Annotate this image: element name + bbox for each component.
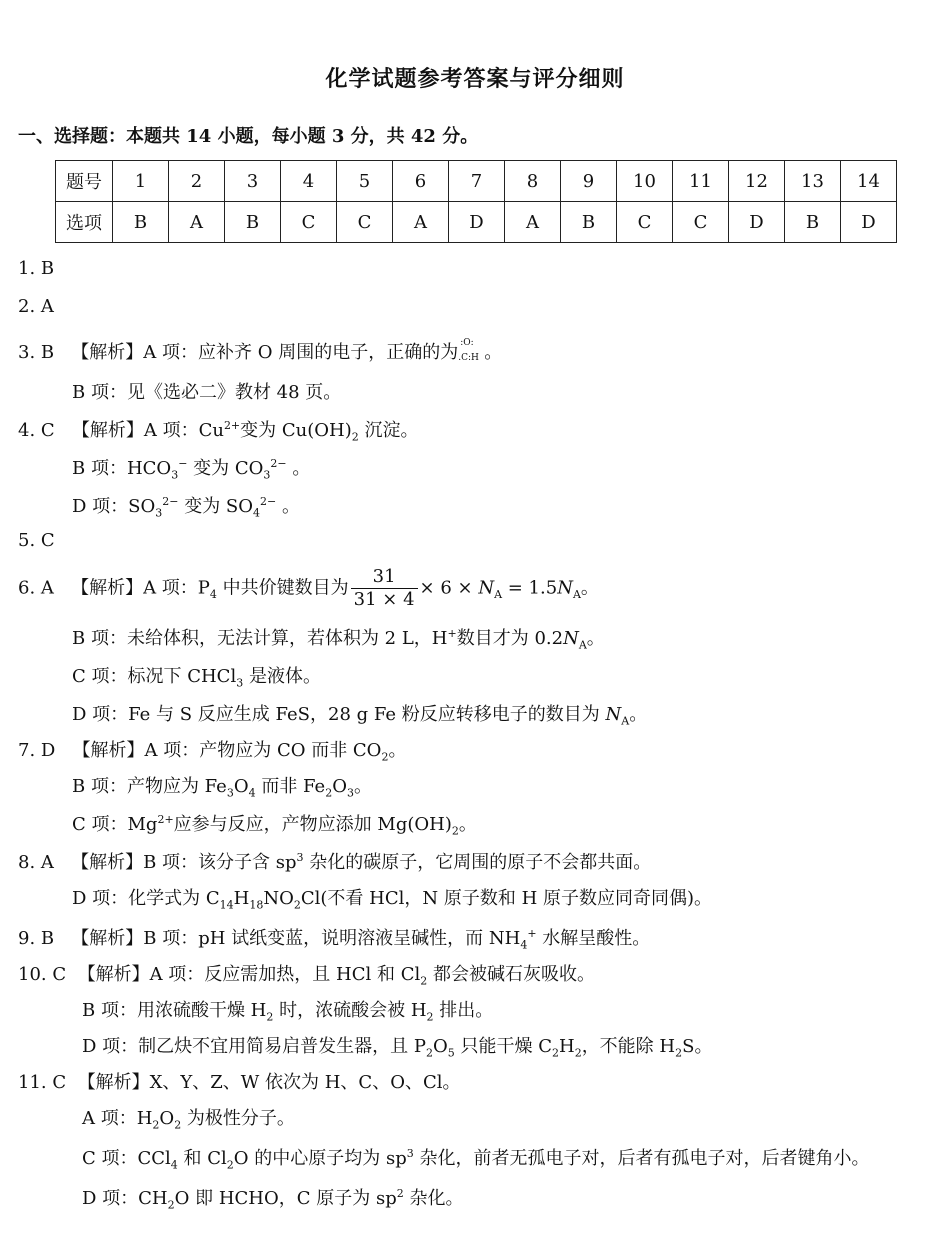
- text: 。: [388, 740, 407, 761]
- subscript: 3: [236, 676, 244, 690]
- text: 。: [286, 458, 311, 479]
- text: 都会被碱石灰吸收。: [427, 964, 595, 985]
- table-cell-answer: C: [281, 202, 337, 243]
- item-7-c: [72, 810, 477, 838]
- text: B 项：HCO: [72, 458, 172, 479]
- explanation-text: 【解析】A 项：应补齐 O 周围的电子，正确的为: [71, 342, 459, 363]
- subscript: 2: [266, 1010, 274, 1024]
- text: O: [433, 1036, 448, 1057]
- table-cell-answer: B: [785, 202, 841, 243]
- subscript: 2: [226, 1158, 234, 1172]
- table-cell-number: 14: [841, 161, 897, 202]
- text: 应参与反应，产物应添加 Mg(OH): [173, 814, 452, 835]
- item-number: 6. A: [18, 577, 54, 599]
- superscript: 2+: [157, 813, 174, 826]
- text: 。: [458, 814, 477, 835]
- text: H: [558, 1036, 575, 1057]
- text: O: [332, 776, 347, 797]
- table-cell-number: 9: [561, 161, 617, 202]
- table-cell-answer: D: [729, 202, 785, 243]
- subscript: 2: [152, 1118, 160, 1132]
- text: 杂化，前者无孤电子对，后者有孤电子对，后者键角小。: [413, 1148, 870, 1169]
- superscript: 2−: [260, 495, 277, 508]
- item-1: 1. B: [18, 258, 55, 279]
- text: 数目才为 0.2: [456, 628, 564, 649]
- text: 和 Cl: [177, 1148, 227, 1169]
- table-cell-answer: C: [673, 202, 729, 243]
- table-cell-answer: B: [225, 202, 281, 243]
- text: O: [159, 1108, 175, 1129]
- item-6-d: [72, 700, 647, 728]
- subscript: 4: [170, 1158, 178, 1172]
- table-cell-answer: C: [337, 202, 393, 243]
- item-5: 5. C: [18, 530, 55, 551]
- text: 杂化的碳原子，它周围的原子不会都共面。: [303, 852, 652, 873]
- item-11-a: [82, 1104, 295, 1132]
- subscript: 2: [675, 1046, 683, 1060]
- table-header-number: 题号: [56, 161, 113, 202]
- text: 变为 CO: [187, 458, 264, 479]
- superscript: −: [178, 457, 188, 470]
- fraction-denominator: 31 × 4: [353, 589, 415, 610]
- text: C 项：Mg: [72, 814, 158, 835]
- fraction: [351, 566, 418, 611]
- subscript: 2: [426, 1010, 434, 1024]
- subscript: 2: [351, 430, 359, 444]
- table-cell-number: 4: [281, 161, 337, 202]
- item-4-d: [72, 492, 300, 520]
- item-number: 8. A: [18, 852, 54, 873]
- text: 为极性分子。: [181, 1108, 295, 1129]
- avogadro-symbol: N: [563, 628, 579, 649]
- table-cell-answer: D: [449, 202, 505, 243]
- item-number: 9. B: [18, 928, 55, 949]
- text: 【解析】A 项：Cu: [71, 420, 224, 441]
- text: S。: [682, 1036, 713, 1057]
- item-number: 4. C: [18, 420, 55, 441]
- subscript: 3: [226, 786, 234, 800]
- table-cell-answer: C: [617, 202, 673, 243]
- text: 而非 Fe: [255, 776, 326, 797]
- text: 中共价键数目为: [216, 577, 349, 599]
- table-cell-number: 13: [785, 161, 841, 202]
- superscript: 3: [296, 851, 304, 864]
- superscript: 3: [406, 1147, 414, 1160]
- item-number: 11. C: [18, 1072, 67, 1093]
- text: 变为 SO: [178, 496, 253, 517]
- superscript: +: [447, 627, 457, 640]
- item-6-c: [72, 662, 321, 690]
- avogadro-symbol: N: [605, 704, 622, 725]
- table-cell-number: 12: [729, 161, 785, 202]
- lewis-o: :O:: [460, 338, 474, 348]
- text: 【解析】A 项：反应需加热，且 HCl 和 Cl: [77, 964, 421, 985]
- subscript: 4: [248, 786, 256, 800]
- item-7: [18, 736, 406, 764]
- superscript: 2−: [162, 495, 179, 508]
- text: Cl(不看 HCl，N 原子数和 H 原子数应同奇同偶)。: [300, 888, 713, 909]
- item-11-d: [82, 1184, 463, 1212]
- item-number: 7. D: [18, 740, 56, 761]
- text: 。: [353, 776, 372, 797]
- subscript: 2: [551, 1046, 559, 1060]
- text: 时，浓硫酸会被 H: [273, 1000, 427, 1021]
- table-cell-answer: A: [505, 202, 561, 243]
- text: D 项：SO: [72, 496, 156, 517]
- item-11-c: [82, 1144, 869, 1172]
- subscript: 5: [447, 1046, 455, 1060]
- text: O 的中心原子均为 sp: [233, 1148, 407, 1169]
- item-number: 10. C: [18, 964, 67, 985]
- subscript: A: [621, 714, 630, 728]
- item-3: [18, 338, 502, 368]
- superscript: 2: [396, 1187, 404, 1200]
- text: D 项：化学式为 C: [72, 888, 220, 909]
- answer-table: [55, 160, 897, 243]
- text: 水解呈酸性。: [536, 928, 651, 949]
- item-4-b: [72, 454, 310, 482]
- table-header-answer: 选项: [56, 202, 113, 243]
- table-cell-number: 7: [449, 161, 505, 202]
- text: × 6 ×: [419, 577, 479, 599]
- subscript: 4: [209, 588, 217, 602]
- subscript: A: [578, 638, 587, 652]
- table-cell-number: 5: [337, 161, 393, 202]
- text: B 项：未给体积，无法计算，若体积为 2 L，H: [72, 628, 448, 649]
- table-cell-number: 6: [393, 161, 449, 202]
- text: 。: [276, 496, 300, 517]
- text: ，不能除 H: [581, 1036, 676, 1057]
- punctuation: 。: [484, 342, 503, 363]
- subscript: 2: [325, 786, 333, 800]
- text: 【解析】B 项：pH 试纸变蓝，说明溶液呈碱性，而 NH: [71, 928, 521, 949]
- avogadro-symbol: N: [478, 577, 495, 599]
- table-cell-number: 11: [673, 161, 729, 202]
- item-8-d: [72, 884, 712, 912]
- text: D 项：制乙炔不宜用简易启普发生器，且 P: [82, 1036, 426, 1057]
- table-cell-answer: A: [393, 202, 449, 243]
- text: 。: [586, 628, 605, 649]
- subscript: 2: [451, 824, 459, 838]
- text: O 即 HCHO，C 原子为 sp: [174, 1188, 397, 1209]
- lewis-structure: [458, 338, 484, 368]
- text: 只能干燥 C: [454, 1036, 552, 1057]
- table-cell-number: 8: [505, 161, 561, 202]
- text: 沉淀。: [358, 420, 419, 441]
- page-title: 化学试题参考答案与评分细则: [325, 66, 625, 92]
- superscript: 2+: [223, 419, 241, 432]
- subscript: 3: [155, 506, 163, 520]
- section-heading: 一、选择题：本题共 14 小题，每小题 3 分，共 42 分。: [18, 126, 479, 147]
- text: = 1.5: [502, 577, 558, 599]
- subscript: 4: [520, 938, 528, 952]
- text: C 项：CCl: [82, 1148, 171, 1169]
- superscript: 2−: [270, 457, 287, 470]
- superscript: +: [527, 927, 537, 940]
- table-cell-number: 10: [617, 161, 673, 202]
- text: B 项：用浓硫酸干燥 H: [82, 1000, 267, 1021]
- subscript: 2: [174, 1118, 182, 1132]
- text: B 项：产物应为 Fe: [72, 776, 227, 797]
- subscript: 2: [574, 1046, 582, 1060]
- text: 【解析】B 项：该分子含 sp: [71, 852, 297, 873]
- text: 。: [629, 704, 648, 725]
- subscript: 3: [171, 468, 179, 482]
- fraction-numerator: 31: [351, 566, 418, 589]
- text: 排出。: [433, 1000, 494, 1021]
- item-4: [18, 416, 418, 444]
- text: 【解析】X、Y、Z、W 依次为 H、C、O、Cl。: [77, 1072, 461, 1093]
- table-cell-answer: D: [841, 202, 897, 243]
- table-cell-number: 2: [169, 161, 225, 202]
- text: 杂化。: [403, 1188, 464, 1209]
- subscript: 2: [381, 750, 389, 764]
- subscript: 2: [426, 1046, 433, 1060]
- text: H: [233, 888, 250, 909]
- item-10-b: [82, 996, 493, 1024]
- item-6-b: [72, 624, 605, 652]
- table-cell-number: 3: [225, 161, 281, 202]
- item-10-d: [82, 1032, 712, 1060]
- subscript: 2: [293, 898, 301, 912]
- text: 【解析】A 项：产物应为 CO 而非 CO: [72, 740, 382, 761]
- text: O: [233, 776, 249, 797]
- subscript: A: [572, 588, 581, 602]
- avogadro-symbol: N: [557, 577, 573, 599]
- subscript: 2: [420, 974, 428, 988]
- subscript: 2: [167, 1198, 175, 1212]
- text: D 项：Fe 与 S 反应生成 FeS，28 g Fe 粉反应转移电子的数目为: [72, 704, 606, 725]
- subscript: 3: [263, 468, 271, 482]
- subscript: 14: [219, 898, 234, 912]
- item-3-b: B 项：见《选必二》教材 48 页。: [72, 382, 342, 403]
- text: A 项：H: [82, 1108, 153, 1129]
- item-2: 2. A: [18, 296, 54, 317]
- item-11: [18, 1068, 460, 1094]
- item-9: [18, 924, 650, 952]
- table-row-numbers: [56, 161, 897, 202]
- subscript: 18: [249, 898, 264, 912]
- lewis-ch: .C:H: [458, 353, 479, 363]
- table-row-answers: [56, 202, 897, 243]
- text: C 项：标况下 CHCl: [72, 666, 237, 687]
- text: 变为 Cu(OH): [240, 420, 352, 441]
- text: 。: [580, 577, 599, 599]
- item-6: [18, 566, 599, 611]
- table-cell-answer: B: [561, 202, 617, 243]
- text: 是液体。: [243, 666, 321, 687]
- item-7-b: [72, 772, 372, 800]
- item-10: [18, 960, 595, 988]
- text: NO: [263, 888, 294, 909]
- table-cell-answer: A: [169, 202, 225, 243]
- subscript: A: [494, 588, 503, 602]
- item-number: 3. B: [18, 342, 55, 363]
- subscript: 4: [253, 506, 260, 520]
- text: D 项：CH: [82, 1188, 168, 1209]
- table-cell-number: 1: [113, 161, 169, 202]
- subscript: 3: [346, 786, 354, 800]
- table-cell-answer: B: [113, 202, 169, 243]
- item-8: [18, 848, 651, 874]
- text: 【解析】A 项：P: [71, 577, 210, 599]
